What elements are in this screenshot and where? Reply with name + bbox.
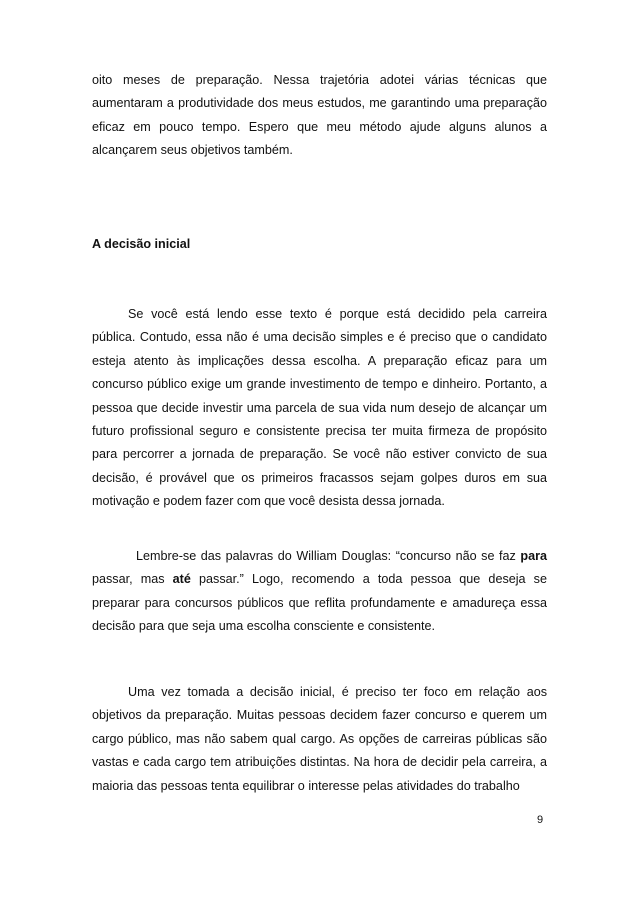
page-number: 9 — [537, 814, 544, 826]
quote-paragraph — [92, 545, 547, 639]
quote-text-part2: passar, mas — [92, 572, 173, 587]
focus-paragraph: Uma vez tomada a decisão inicial, é preciso ter foco em relação aos objetivos da preparação. Muitas pessoas decidem fazer concurso e querem um cargo público, mas não sabem qual cargo. As opções de carreiras públicas são vastas e cada cargo tem atribuições distintas. Na hora de decidir pela carreira, a maioria das pessoas tenta equilibrar o interesse pelas atividades do trabalho — [92, 685, 547, 793]
section-heading: A decisão inicial — [92, 237, 191, 251]
quote-bold-ate: até — [172, 572, 191, 587]
quote-text-part1: Lembre-se das palavras do William Douglas: “concurso não se faz — [136, 549, 521, 563]
quote-bold-para: para — [520, 549, 547, 563]
intro-paragraph: oito meses de preparação. Nessa trajetória adotei várias técnicas que aumentaram a produtividade dos meus estudos, me garantindo uma preparação eficaz em pouco tempo. Espero que meu método ajude alguns alunos a alcançarem seus objetivos também. — [92, 73, 547, 158]
decision-paragraph: Se você está lendo esse texto é porque está decidido pela carreira pública. Contudo, essa não é uma decisão simples e é preciso que o candidato esteja atento às implicações dessa escolha. A preparação eficaz para um concurso público exige um grande investimento de tempo e dinheiro. Portanto, a pessoa que decide investir uma parcela de sua vida num desejo de alcançar um futuro profissional seguro e consistente precisa ter muita firmeza de propósito para percorrer a jornada de preparação. Se você não estiver convicto de sua decisão, é provável que os primeiros fracassos sejam golpes duros em sua motivação e podem fazer com que você desista dessa jornada. — [92, 307, 547, 509]
quote-text-part3: passar.” Logo, recomendo a toda pessoa que deseja se preparar para concursos públicos que reflita profundamente e amadureça essa decisão para que seja uma escolha consciente e consistente. — [92, 572, 547, 634]
